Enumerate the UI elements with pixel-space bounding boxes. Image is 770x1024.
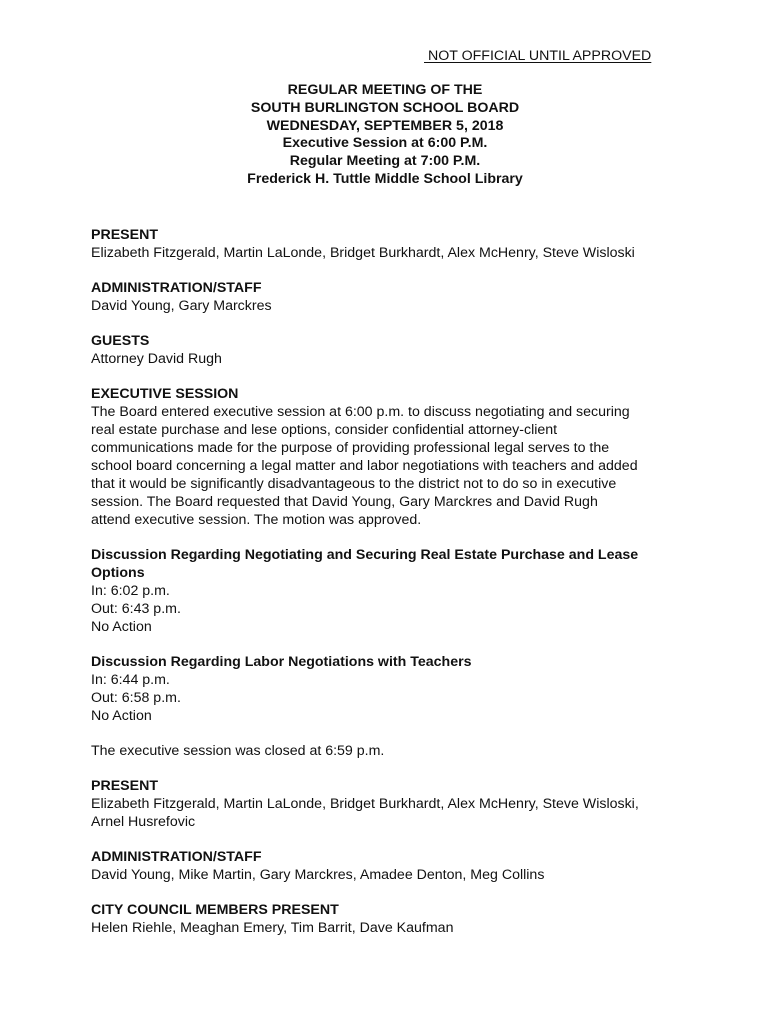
guests-section	[91, 332, 691, 368]
session-closed-text: The executive session was closed at 6:59 p.m.	[91, 743, 385, 759]
section-title: PRESENT	[91, 778, 159, 794]
labor-discussion-section	[91, 653, 691, 725]
heading-line-board: SOUTH BURLINGTON SCHOOL BOARD	[250, 99, 520, 116]
paragraph-line: The Board entered executive session at 6:00 p.m. to discuss negotiating and securing	[91, 404, 630, 420]
session-closed-section	[91, 742, 691, 760]
paragraph-line: school board concerning a legal matter and labor negotiations with teachers and added	[91, 458, 638, 474]
guest-list: Attorney David Rugh	[91, 351, 222, 367]
section-title: ADMINISTRATION/STAFF	[91, 849, 262, 865]
time-in: In: 6:02 p.m.	[91, 583, 170, 599]
administration-section	[91, 279, 691, 315]
section-title: Discussion Regarding Negotiating and Securing Real Estate Purchase and Lease	[91, 547, 639, 563]
attendee-list: Elizabeth Fitzgerald, Martin LaLonde, Bridget Burkhardt, Alex McHenry, Steve Wisloski,	[91, 796, 639, 812]
real-estate-discussion-section	[91, 546, 691, 636]
heading-line-executive-time: Executive Session at 6:00 P.M.	[282, 135, 488, 152]
minutes-body	[91, 226, 691, 954]
section-title: CITY COUNCIL MEMBERS PRESENT	[91, 902, 339, 918]
present-section	[91, 226, 691, 262]
heading-line-regular-time: Regular Meeting at 7:00 P.M.	[289, 153, 481, 170]
section-title: ADMINISTRATION/STAFF	[91, 280, 262, 296]
administration-section	[91, 848, 691, 884]
time-out: Out: 6:58 p.m.	[91, 690, 181, 706]
paragraph-line: communications made for the purpose of providing professional legal serves to the	[91, 440, 610, 456]
executive-session-section	[91, 385, 691, 529]
action-result: No Action	[91, 708, 152, 724]
paragraph-line: session. The Board requested that David Young, Gary Marckres and David Rugh	[91, 494, 598, 510]
heading-line-meeting-type: REGULAR MEETING OF THE	[287, 82, 483, 98]
city-council-section	[91, 901, 691, 937]
attendee-list-continued: Arnel Husrefovic	[91, 814, 196, 830]
heading-line-date: WEDNESDAY, SEPTEMBER 5, 2018	[266, 117, 504, 134]
heading-line-location: Frederick H. Tuttle Middle School Library	[247, 170, 523, 187]
section-title: GUESTS	[91, 333, 150, 349]
section-title: Discussion Regarding Labor Negotiations with Teachers	[91, 654, 472, 670]
action-result: No Action	[91, 619, 152, 635]
approval-stamp: NOT OFFICIAL UNTIL APPROVED	[424, 48, 652, 64]
section-title-continued: Options	[91, 565, 145, 581]
staff-list: David Young, Mike Martin, Gary Marckres, Amadee Denton, Meg Collins	[91, 867, 545, 883]
present-section	[91, 777, 691, 831]
staff-list: David Young, Gary Marckres	[91, 298, 272, 314]
council-member-list: Helen Riehle, Meaghan Emery, Tim Barrit, Dave Kaufman	[91, 920, 454, 936]
section-title: EXECUTIVE SESSION	[91, 386, 239, 402]
paragraph-line: that it would be significantly disadvantageous to the district not to do so in executive	[91, 476, 617, 492]
meeting-heading	[0, 82, 770, 189]
section-title: PRESENT	[91, 227, 159, 243]
attendee-list: Elizabeth Fitzgerald, Martin LaLonde, Bridget Burkhardt, Alex McHenry, Steve Wisloski	[91, 245, 635, 261]
paragraph-line: attend executive session. The motion was approved.	[91, 512, 422, 528]
paragraph-line: real estate purchase and lese options, consider confidential attorney-client	[91, 422, 558, 438]
time-in: In: 6:44 p.m.	[91, 672, 170, 688]
time-out: Out: 6:43 p.m.	[91, 601, 181, 617]
